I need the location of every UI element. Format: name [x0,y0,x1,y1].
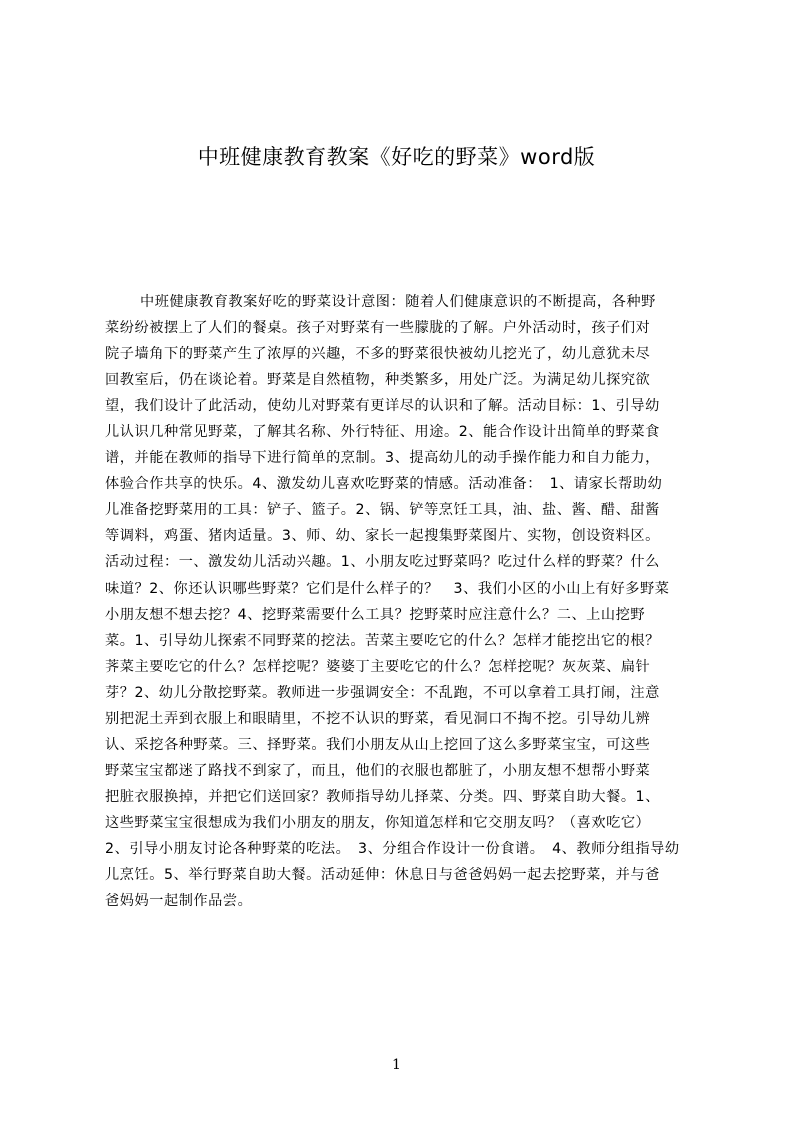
body-line: 回教室后，仍在谈论着。野菜是自然植物，种类繁多，用处广泛。为满足幼儿探究欲 [105,372,651,389]
body-line: 体验合作共享的快乐。4、激发幼儿喜欢吃野菜的情感。活动准备： 1、请家长帮助幼 [105,476,663,493]
body-line: 儿准备挖野菜用的工具：铲子、篮子。2、锅、铲等烹饪工具，油、盐、酱、醋、甜酱 [105,502,660,519]
document-title: 中班健康教育教案《好吃的野菜》word版 [197,145,596,169]
body-line: 中班健康教育教案好吃的野菜设计意图：随着人们健康意识的不断提高，各种野 [140,294,656,310]
body-line: 活动过程：一、激发幼儿活动兴趣。1、小朋友吃过野菜吗？吃过什么样的野菜？什么 [105,554,660,571]
body-line: 菜纷纷被摆上了人们的餐桌。孩子对野菜有一些朦胧的了解。户外活动时，孩子们对 [105,320,651,337]
body-line: 儿认识几种常见野菜，了解其名称、外行特征、用途。2、能合作设计出简单的野菜食 [105,424,660,441]
body-line: 荠菜主要吃它的什么？怎样挖呢？婆婆丁主要吃它的什么？怎样挖呢？灰灰菜、扁针 [105,658,651,675]
body-line: 菜。1、引导幼儿探索不同野菜的挖法。苦菜主要吃它的什么？怎样才能挖出它的根？ [105,632,660,649]
body-line: 院子墙角下的野菜产生了浓厚的兴趣，不多的野菜很快被幼儿挖光了，幼儿意犹未尽 [105,346,651,363]
body-line: 爸妈妈一起制作品尝。 [105,893,253,910]
body-line: 2、引导小朋友讨论各种野菜的吃法。 3、分组合作设计一份食谱。 4、教师分组指导幼 [105,840,680,857]
body-line: 芽？2、幼儿分散挖野菜。教师进一步强调安全：不乱跑，不可以拿着工具打闹，注意 [105,684,660,701]
body-line: 味道？2、你还认识哪些野菜？它们是什么样子的？ 3、我们小区的小山上有好多野菜 [105,580,670,597]
body-line: 这些野菜宝宝很想成为我们小朋友的朋友，你知道怎样和它交朋友吗？（喜欢吃它） [105,814,651,831]
document-body [105,289,697,914]
body-line: 小朋友想不想去挖？4、挖野菜需要什么工具？挖野菜时应注意什么？二、上山挖野 [105,606,646,623]
body-line: 望，我们设计了此活动，使幼儿对野菜有更详尽的认识和了解。活动目标：1、引导幼 [105,398,660,415]
body-line: 等调料，鸡蛋、猪肉适量。3、师、幼、家长一起搜集野菜图片、实物，创设资料区。 [105,528,660,545]
body-line: 野菜宝宝都迷了路找不到家了，而且，他们的衣服也都脏了，小朋友想不想帮小野菜 [105,762,651,779]
body-line: 儿烹饪。5、举行野菜自助大餐。活动延伸：休息日与爸爸妈妈一起去挖野菜，并与爸 [105,867,660,884]
body-line: 认、采挖各种野菜。三、择野菜。我们小朋友从山上挖回了这么多野菜宝宝，可这些 [105,736,651,753]
body-line: 把脏衣服换掉，并把它们送回家？教师指导幼儿择菜、分类。四、野菜自助大餐。1、 [105,788,660,805]
page-number: 1 [392,1057,401,1073]
body-line: 谱，并能在教师的指导下进行简单的烹制。3、提高幼儿的动手操作能力和自力能力， [105,450,660,467]
body-line: 别把泥土弄到衣服上和眼睛里，不挖不认识的野菜，看见洞口不掏不挖。引导幼儿辨 [105,710,651,727]
